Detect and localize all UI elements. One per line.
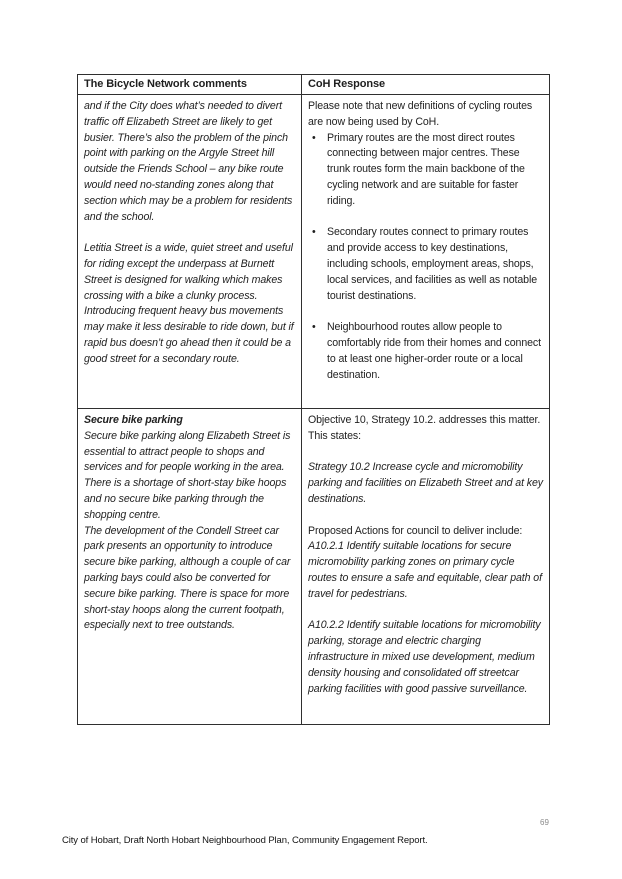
- route-definitions-list: [308, 131, 543, 384]
- comment-paragraph: The development of the Condell Street car park presents an opportunity to introduce secure bike parking, although a couple of car parking bays could also be converted for secure bike parking. There is space for more short-stay hoops along the current footpath, especially next to tree outstands.: [84, 524, 291, 632]
- comment-paragraph: Letitia Street is a wide, quiet street and useful for riding except the underpass at Burnett Street is designed for walking which makes crossing with a bike a clunky process. Introducing frequent heavy bus movements may make it less desirable to ride down, but if rapid bus doesn’t go ahead then it could be a good street for a secondary route.: [84, 242, 294, 365]
- bicycle-network-comment-cell: [78, 409, 302, 725]
- coh-response-cell: [302, 95, 550, 409]
- comments-table: [77, 74, 550, 725]
- list-item: • Primary routes are the most direct routes connecting between major centres. These trunk routes form the main backbone of the cycling network and are suitable for faster riding.: [308, 131, 543, 210]
- list-item: • Neighbourhood routes allow people to comfortably ride from their homes and connect to at least one higher-order route or a local destination.: [308, 320, 543, 383]
- bicycle-network-comment-cell: [78, 95, 302, 409]
- comment-heading: Secure bike parking: [84, 414, 183, 426]
- table-row: [78, 409, 550, 725]
- response-paragraph: Proposed Actions for council to deliver include:: [308, 524, 523, 537]
- comment-paragraph: There is a shortage of short-stay bike hoops and no secure bike parking through the shopping centre.: [84, 477, 287, 521]
- table-header-row: [78, 75, 550, 95]
- response-paragraph: Objective 10, Strategy 10.2. addresses this matter. This states:: [308, 414, 541, 442]
- response-intro: Please note that new definitions of cycling routes are now being used by CoH.: [308, 100, 533, 128]
- list-item: • Secondary routes connect to primary routes and provide access to key destinations, including schools, employment areas, shops, local services, and facilities as well as notable tourist destinations.: [308, 225, 543, 304]
- table-header-bicycle-network-comments: The Bicycle Network comments: [78, 75, 302, 95]
- comment-paragraph: Secure bike parking along Elizabeth Street is essential to attract people to shops and services and for people working in the area.: [84, 429, 291, 474]
- comment-paragraph: and if the City does what’s needed to divert traffic off Elizabeth Street are likely to get busier. There’s also the problem of the pinch point with parking on the Argyle Street hill outside the Friends School – any bike route would need no-standing zones along that section which may be a problem for residents and the school.: [84, 100, 293, 223]
- action-paragraph: A10.2.1 Identify suitable locations for secure micromobility parking zones on primary cycle routes to ensure a safe and equitable, clear path of travel for pedestrians.: [308, 540, 542, 600]
- action-paragraph: A10.2.2 Identify suitable locations for micromobility parking, storage and electric charging infrastructure in mixed use development, medium density housing and consolidated off streetcar parking facilities with good passive surveillance.: [308, 619, 541, 695]
- page-number: 69: [540, 818, 549, 827]
- coh-response-cell: [302, 409, 550, 725]
- table-header-coh-response: CoH Response: [302, 75, 550, 95]
- document-footer: City of Hobart, Draft North Hobart Neighbourhood Plan, Community Engagement Report.: [62, 835, 428, 846]
- strategy-paragraph: Strategy 10.2 Increase cycle and micromobility parking and facilities on Elizabeth Street and at key destinations.: [308, 461, 543, 505]
- table-row: [78, 95, 550, 409]
